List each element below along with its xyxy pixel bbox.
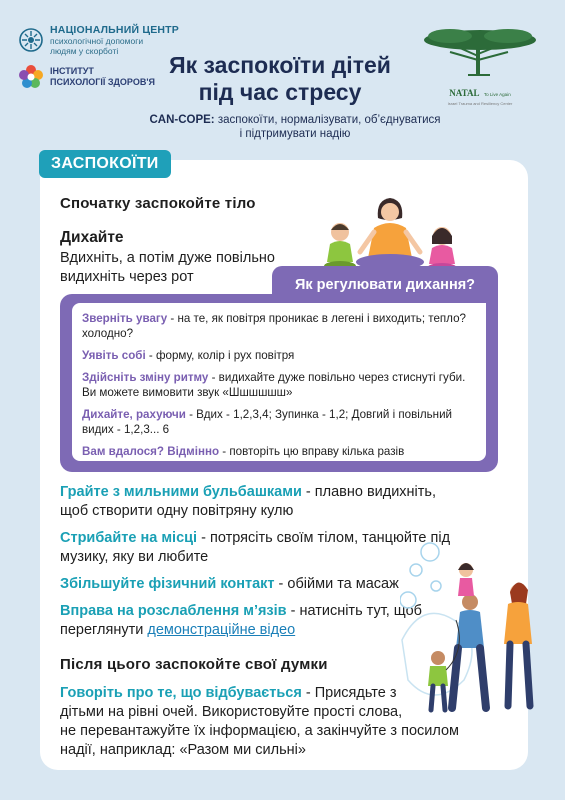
natal-subtitle: Israel Trauma and Resiliency Center: [447, 101, 513, 106]
breathing-item-text: - на те, як повітря проникає в легені і виходить; тепло? холодно?: [82, 312, 466, 341]
bubbles-family-illustration: [400, 540, 550, 720]
breathing-item: [82, 348, 476, 363]
contact-text: - обійми та масаж: [274, 576, 399, 592]
breathing-box-content: [72, 303, 486, 461]
natal-tagline: To Live Again: [483, 92, 511, 97]
ncp-subtitle-1: психологічної допомоги: [50, 36, 144, 46]
breathe-line-2: видихніть через рот: [60, 269, 194, 285]
ncp-emblem-icon: [18, 27, 44, 53]
page-title: [140, 52, 420, 106]
breathing-item-lead: Дихайте, рахуючи: [82, 407, 186, 421]
bubbles-line-2: щоб створити одну повітряну кулю: [60, 503, 294, 519]
title-line-2: під час стресу: [198, 79, 362, 105]
subtitle-text-2: і підтримувати надію: [239, 128, 351, 140]
page-subtitle: [130, 113, 460, 141]
breathing-item-text: - видихайте дуже повільно через стиснуті губи. Ви можете вимовити звук «Шшшшшш»: [82, 370, 466, 400]
breathing-item-text: - форму, колір і рух повітря: [145, 349, 295, 363]
contact-line: [60, 575, 399, 594]
tree-icon: [420, 26, 540, 78]
relax-line-2: [60, 621, 295, 640]
breathing-item-lead: Вам вдалося? Відмінно: [82, 445, 220, 459]
contact-lead: Збільшуйте фізичний контакт: [60, 576, 275, 592]
breathing-item-lead: Здійсніть зміну ритму: [82, 370, 209, 384]
section-badge: ЗАСПОКОЇТИ: [39, 150, 171, 178]
section-heading-body: Спочатку заспокойте тіло: [60, 195, 256, 212]
breathing-item-lead: Уявіть собі: [82, 349, 146, 363]
bubbles-lead: Грайте з мильними бульбашками: [60, 484, 302, 500]
ips-flower-icon: [18, 64, 44, 90]
talk-text-1: - Присядьте з: [301, 685, 397, 701]
breathing-item: [82, 407, 476, 438]
breathing-item-text: - повторіть цю вправу кілька разів: [219, 445, 405, 459]
demo-video-link[interactable]: демонстраційне відео: [147, 622, 296, 638]
meditating-family-illustration: [318, 188, 468, 278]
title-line-1: Як заспокоїти дітей: [169, 52, 391, 78]
subtitle-acronym: CAN-COPE:: [149, 114, 215, 126]
relax-text-1: - натисніть тут, щоб: [286, 603, 422, 619]
section-heading-thoughts: Після цього заспокойте свої думки: [60, 656, 328, 673]
breathing-item-lead: Зверніть увагу: [82, 312, 168, 325]
breathe-line-1: Вдихніть, а потім дуже повільно: [60, 250, 275, 266]
bubbles-line-1: [60, 483, 436, 502]
talk-lead: Говоріть про те, що відбувається: [60, 685, 302, 701]
ips-title-1: ІНСТИТУТ: [50, 66, 94, 76]
subtitle-text-1: заспокоїти, нормалізувати, об’єднуватися: [214, 114, 441, 126]
jump-line-1: [60, 529, 450, 548]
talk-line-1: [60, 684, 397, 703]
breathing-item: [82, 311, 476, 342]
talk-line-2: дітьми на рівні очей. Використовуйте прості слова,: [60, 704, 403, 720]
talk-line-3: не перевантажуйте їх інформацією, а закінчуйте з посилом: [60, 723, 460, 739]
jump-text-1: - потрясіть своїм тілом, танцюйте під: [197, 530, 451, 546]
natal-logo: [415, 26, 545, 106]
relax-lead: Вправа на розслаблення м’язів: [60, 603, 287, 619]
breathing-item: [82, 444, 476, 459]
breathing-item-text: - Вдих - 1,2,3,4; Зупинка - 1,2; Довгий і повільний видих - 1,2,3... 6: [82, 407, 453, 437]
natal-name: NATAL: [449, 88, 480, 98]
bubbles-text-1: - плавно видихніть,: [301, 484, 437, 500]
breathing-box-tab: Як регулювати дихання?: [272, 266, 498, 300]
ncp-title: НАЦІОНАЛЬНИЙ ЦЕНТР: [50, 24, 179, 36]
breathe-title: Дихайте: [60, 229, 124, 246]
breathing-item: [82, 370, 476, 401]
relax-text-2: переглянути: [60, 622, 148, 638]
jump-lead: Стрибайте на місці: [60, 530, 198, 546]
talk-line-4: надії, наприклад: «Разом ми сильні»: [60, 742, 306, 758]
ncp-subtitle-2: людям у скорботі: [50, 46, 119, 56]
relax-line-1: [60, 602, 422, 621]
jump-line-2: музику, яку ви любите: [60, 549, 209, 565]
ips-title-2: ПСИХОЛОГІЇ ЗДОРОВ'Я: [50, 77, 155, 87]
